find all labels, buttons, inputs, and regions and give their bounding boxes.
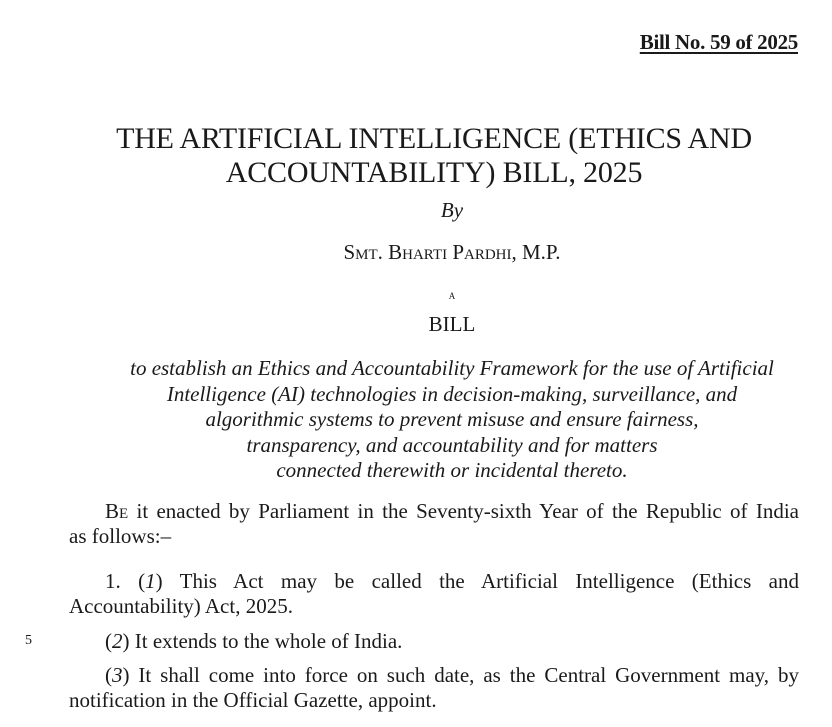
enacting-clause-line-2: as follows:– <box>69 524 172 548</box>
long-title-line: transparency, and accountability and for matters <box>246 432 658 457</box>
subsection-number: 3 <box>112 663 123 687</box>
section-1-2 <box>69 629 799 654</box>
subsection-number: 1 <box>145 569 156 593</box>
margin-line-number: 5 <box>25 633 32 648</box>
section-text: ) It extends to the whole of India. <box>122 629 403 653</box>
section-1-2-line-1 <box>69 629 799 654</box>
author-name: Smt. Bharti Pardhi, M.P. <box>343 240 561 264</box>
section-1-3-line-2: notification in the Official Gazette, appoint. <box>69 688 437 712</box>
section-open-paren: ( <box>105 663 112 687</box>
section-open-paren: ( <box>105 629 112 653</box>
long-title-line: connected therewith or incidental thereto. <box>276 458 628 482</box>
enacting-clause-lead: Be <box>105 499 129 523</box>
bill-title-line-2: ACCOUNTABILITY) BILL, 2025 <box>225 156 643 189</box>
long-title-line: Intelligence (AI) technologies in decision-making, surveillance, and <box>166 381 738 406</box>
long-title <box>0 356 832 484</box>
section-1-3-line-1 <box>69 663 799 688</box>
bill-title <box>0 122 832 190</box>
article-a: a <box>448 287 456 302</box>
section-text: ) It shall come into force on such date, as the Central Government may, by <box>122 663 799 687</box>
enacting-clause <box>69 499 799 549</box>
section-1-1-line-2: Accountability) Act, 2025. <box>69 594 293 618</box>
subsection-number: 2 <box>112 629 123 653</box>
by-label: By <box>440 198 464 222</box>
enacting-clause-text: it enacted by Parliament in the Seventy-sixth Year of the Republic of India <box>128 499 799 523</box>
bill-title-line-1: THE ARTIFICIAL INTELLIGENCE (ETHICS AND <box>116 122 752 155</box>
long-title-line: to establish an Ethics and Accountability Framework for the use of Artificial <box>130 356 774 380</box>
section-1-1 <box>69 569 799 619</box>
section-text: ) This Act may be called the Artificial Intelligence (Ethics and <box>155 569 799 593</box>
enacting-clause-line-1 <box>69 499 799 524</box>
bill-number: Bill No. 59 of 2025 <box>639 30 798 54</box>
bill-word: BILL <box>428 312 476 336</box>
section-number: 1. ( <box>105 569 146 593</box>
section-1-1-line-1 <box>69 569 799 594</box>
section-1-3 <box>69 663 799 713</box>
long-title-line: algorithmic systems to prevent misuse and ensure fairness, <box>205 407 699 431</box>
